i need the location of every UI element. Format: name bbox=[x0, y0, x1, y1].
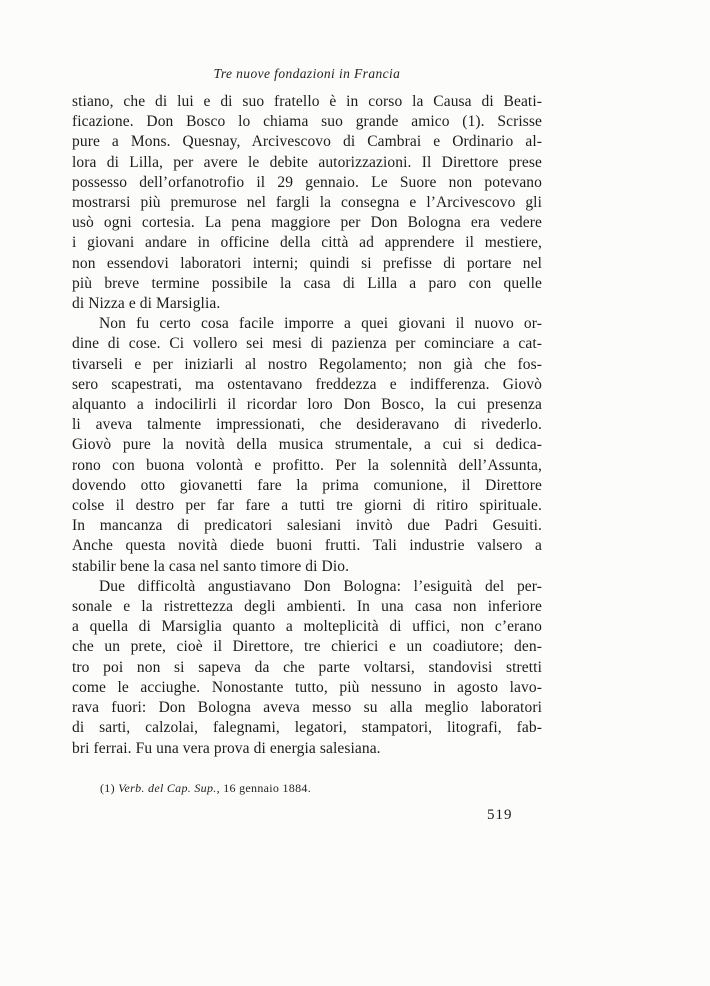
text-line: di Nizza e di Marsiglia. bbox=[72, 295, 221, 313]
text-line: più breve termine possibile la casa di Lilla a paro con quelle bbox=[72, 274, 542, 292]
text-line: bri ferrai. Fu una vera prova di energia salesiana. bbox=[72, 739, 381, 757]
text-line: rava fuori: Don Bologna aveva messo su alla meglio laboratori bbox=[72, 699, 542, 717]
text-line: Anche questa novità diede buoni frutti. Tali industrie valsero a bbox=[72, 537, 542, 555]
text-line: non essendovi laboratori interni; quindi si prefisse di portare nel bbox=[72, 254, 542, 272]
text-line: In mancanza di predicatori salesiani invitò due Padri Gesuiti. bbox=[72, 517, 542, 535]
text-line: che un prete, cioè il Direttore, tre chierici e un coadiutore; den- bbox=[72, 638, 542, 656]
text-line: mostrarsi più premurose nel fargli la consegna e l’Arcivescovo gli bbox=[72, 194, 542, 212]
text-line: ficazione. Don Bosco lo chiama suo grande amico (1). Scrisse bbox=[72, 113, 542, 131]
text-line: Giovò pure la novità della musica strumentale, a cui si dedica- bbox=[72, 436, 542, 454]
text-line: di sarti, calzolai, falegnami, legatori, stampatori, litografi, fab- bbox=[72, 719, 542, 737]
text-line: i giovani andare in officine della città ad apprendere il mestiere, bbox=[72, 234, 542, 252]
text-line: tivarseli e per iniziarli al nostro Regolamento; non già che fos- bbox=[72, 355, 542, 373]
text-line: sero scapestrati, ma ostentavano freddezza e indifferenza. Giovò bbox=[72, 375, 542, 393]
text-line: stabilir bene la casa nel santo timore di Dio. bbox=[72, 557, 350, 575]
footnote-marker: (1) bbox=[100, 781, 115, 795]
text-line: rono con buona volontà e profitto. Per la solennità dell’Assunta, bbox=[72, 456, 542, 474]
running-header: Tre nuove fondazioni in Francia bbox=[213, 66, 401, 81]
text-line: usò ogni cortesia. La pena maggiore per Don Bologna era vedere bbox=[72, 214, 542, 232]
text-line: a quella di Marsiglia quanto a molteplicità di uffici, non c’erano bbox=[72, 618, 542, 636]
text-line: Non fu certo cosa facile imporre a quei giovani il nuovo or- bbox=[99, 315, 542, 333]
paragraph bbox=[72, 314, 542, 577]
text-line: tro poi non si sapeva da che parte voltarsi, standovisi stretti bbox=[72, 658, 542, 676]
paragraph bbox=[72, 577, 542, 759]
footnote-date: 16 gennaio 1884. bbox=[223, 781, 311, 795]
text-line: possesso dell’orfanotrofio il 29 gennaio. Le Suore non potevano bbox=[72, 173, 542, 191]
page-number: 519 bbox=[487, 807, 513, 823]
text-line: Due difficoltà angustiavano Don Bologna: l’esiguità del per- bbox=[99, 577, 542, 595]
body-text bbox=[72, 92, 542, 759]
text-line: colse il destro per far fare a tutti tre giorni di ritiro spirituale. bbox=[72, 497, 542, 515]
text-line: sonale e la ristrettezza degli ambienti. In una casa non inferiore bbox=[72, 598, 542, 616]
text-line: dine di cose. Ci vollero sei mesi di pazienza per cominciare a cat- bbox=[72, 335, 542, 353]
footnote-source: Verb. del Cap. Sup., bbox=[118, 781, 220, 795]
text-line: pure a Mons. Quesnay, Arcivescovo di Cambrai e Ordinario al- bbox=[72, 133, 542, 151]
footnote bbox=[100, 781, 542, 796]
text-line: li aveva talmente impressionati, che desideravano di rivederlo. bbox=[72, 416, 542, 434]
text-line: alquanto a indocilirli il ricordar loro Don Bosco, la cui presenza bbox=[72, 396, 542, 414]
text-line: come le acciughe. Nonostante tutto, più nessuno in agosto lavo- bbox=[72, 678, 542, 696]
text-line: stiano, che di lui e di suo fratello è in corso la Causa di Beati- bbox=[72, 93, 542, 110]
text-line: lora di Lilla, per avere le debite autorizzazioni. Il Direttore prese bbox=[72, 153, 542, 171]
text-line: dovendo otto giovanetti fare la prima comunione, il Direttore bbox=[72, 476, 542, 494]
paragraph bbox=[72, 92, 542, 314]
